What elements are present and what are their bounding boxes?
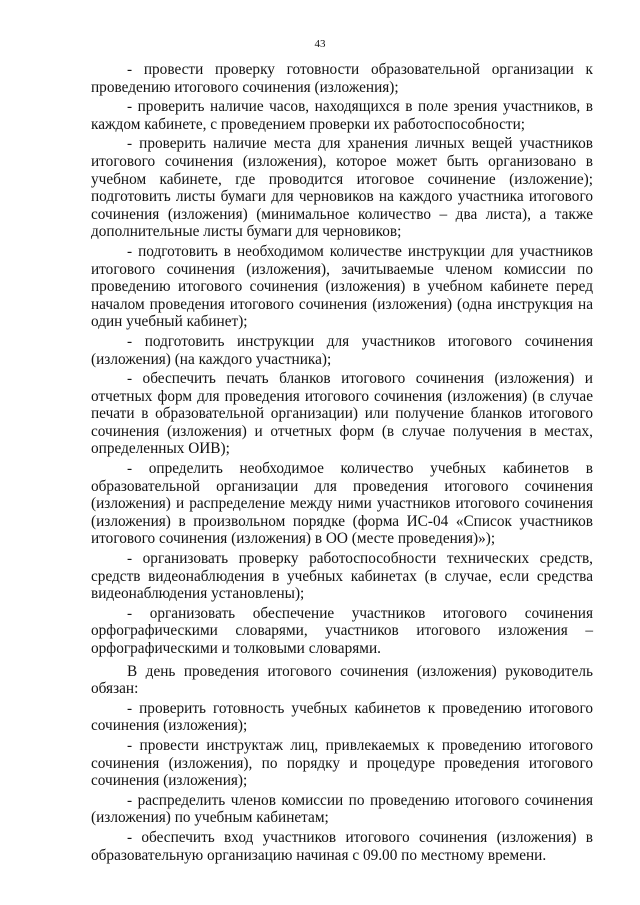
paragraph: - провести проверку готовности образовательной организации к проведению итогового сочинения (изложения); <box>91 61 593 96</box>
paragraph: - проверить готовность учебных кабинетов к проведению итогового сочинения (изложения); <box>91 699 593 735</box>
paragraph: - проверить наличие часов, находящихся в поле зрения участников, в каждом кабинете, с проведением проверки их работоспособности; <box>91 98 593 133</box>
paragraph: - организовать проверку работоспособности технических средств, средств видеонаблюдения в учебных кабинетах (в случае, если средства видеонаблюдения установлены); <box>91 550 593 603</box>
paragraph: - подготовить в необходимом количестве инструкции для участников итогового сочинения (изложения), зачитываемые членом комиссии по проведению итогового сочинения (изложения) в учебном кабинете перед началом проведения итогового сочинения (изложения) (одна инструкция на один учебный кабинет); <box>91 242 593 331</box>
paragraph: - провести инструктаж лиц, привлекаемых к проведению итогового сочинения (изложения), по порядку и процедуре проведения итогового сочинения (изложения); <box>91 736 593 790</box>
paragraph: - подготовить инструкции для участников итогового сочинения (изложения) (на каждого участника); <box>91 332 593 368</box>
paragraph: - организовать обеспечение участников итогового сочинения орфографическими словарями, участников итогового изложения – орфографическими и толковыми словарями. <box>91 604 593 657</box>
page-number: 43 <box>314 38 326 50</box>
section-intro-paragraph: В день проведения итогового сочинения (изложения) руководитель обязан: <box>91 662 593 698</box>
paragraph: - определить необходимое количество учебных кабинетов в образовательной организации для проведения итогового сочинения (изложения) и распределение между ними участников итогового сочинения (изложения) в произвольном порядке (форма ИС-04 «Список участников итогового сочинения (изложения) в ОО (месте проведения)»); <box>91 460 593 548</box>
paragraph: - проверить наличие места для хранения личных вещей участников итогового сочинения (изложения), которое может быть организовано в учебном кабинете, где проводится итоговое сочинение (изложение); подготовить листы бумаги для черновиков на каждого участника итогового сочинения (изложения) (минимальное количество – два листа), а также дополнительные листы бумаги для черновиков; <box>91 135 593 241</box>
document-body <box>91 61 593 866</box>
paragraph: - обеспечить печать бланков итогового сочинения (изложения) и отчетных форм для проведения итогового сочинения (изложения) (в случае печати в образовательной организации) или получение бланков итогового сочинения (изложения) и отчетных форм (в случае получения в местах, определенных ОИВ); <box>91 370 593 458</box>
paragraph: - распределить членов комиссии по проведению итогового сочинения (изложения) по учебным кабинетам; <box>91 791 593 827</box>
paragraph: - обеспечить вход участников итогового сочинения (изложения) в образовательную организацию начиная с 09.00 по местному времени. <box>91 828 593 864</box>
